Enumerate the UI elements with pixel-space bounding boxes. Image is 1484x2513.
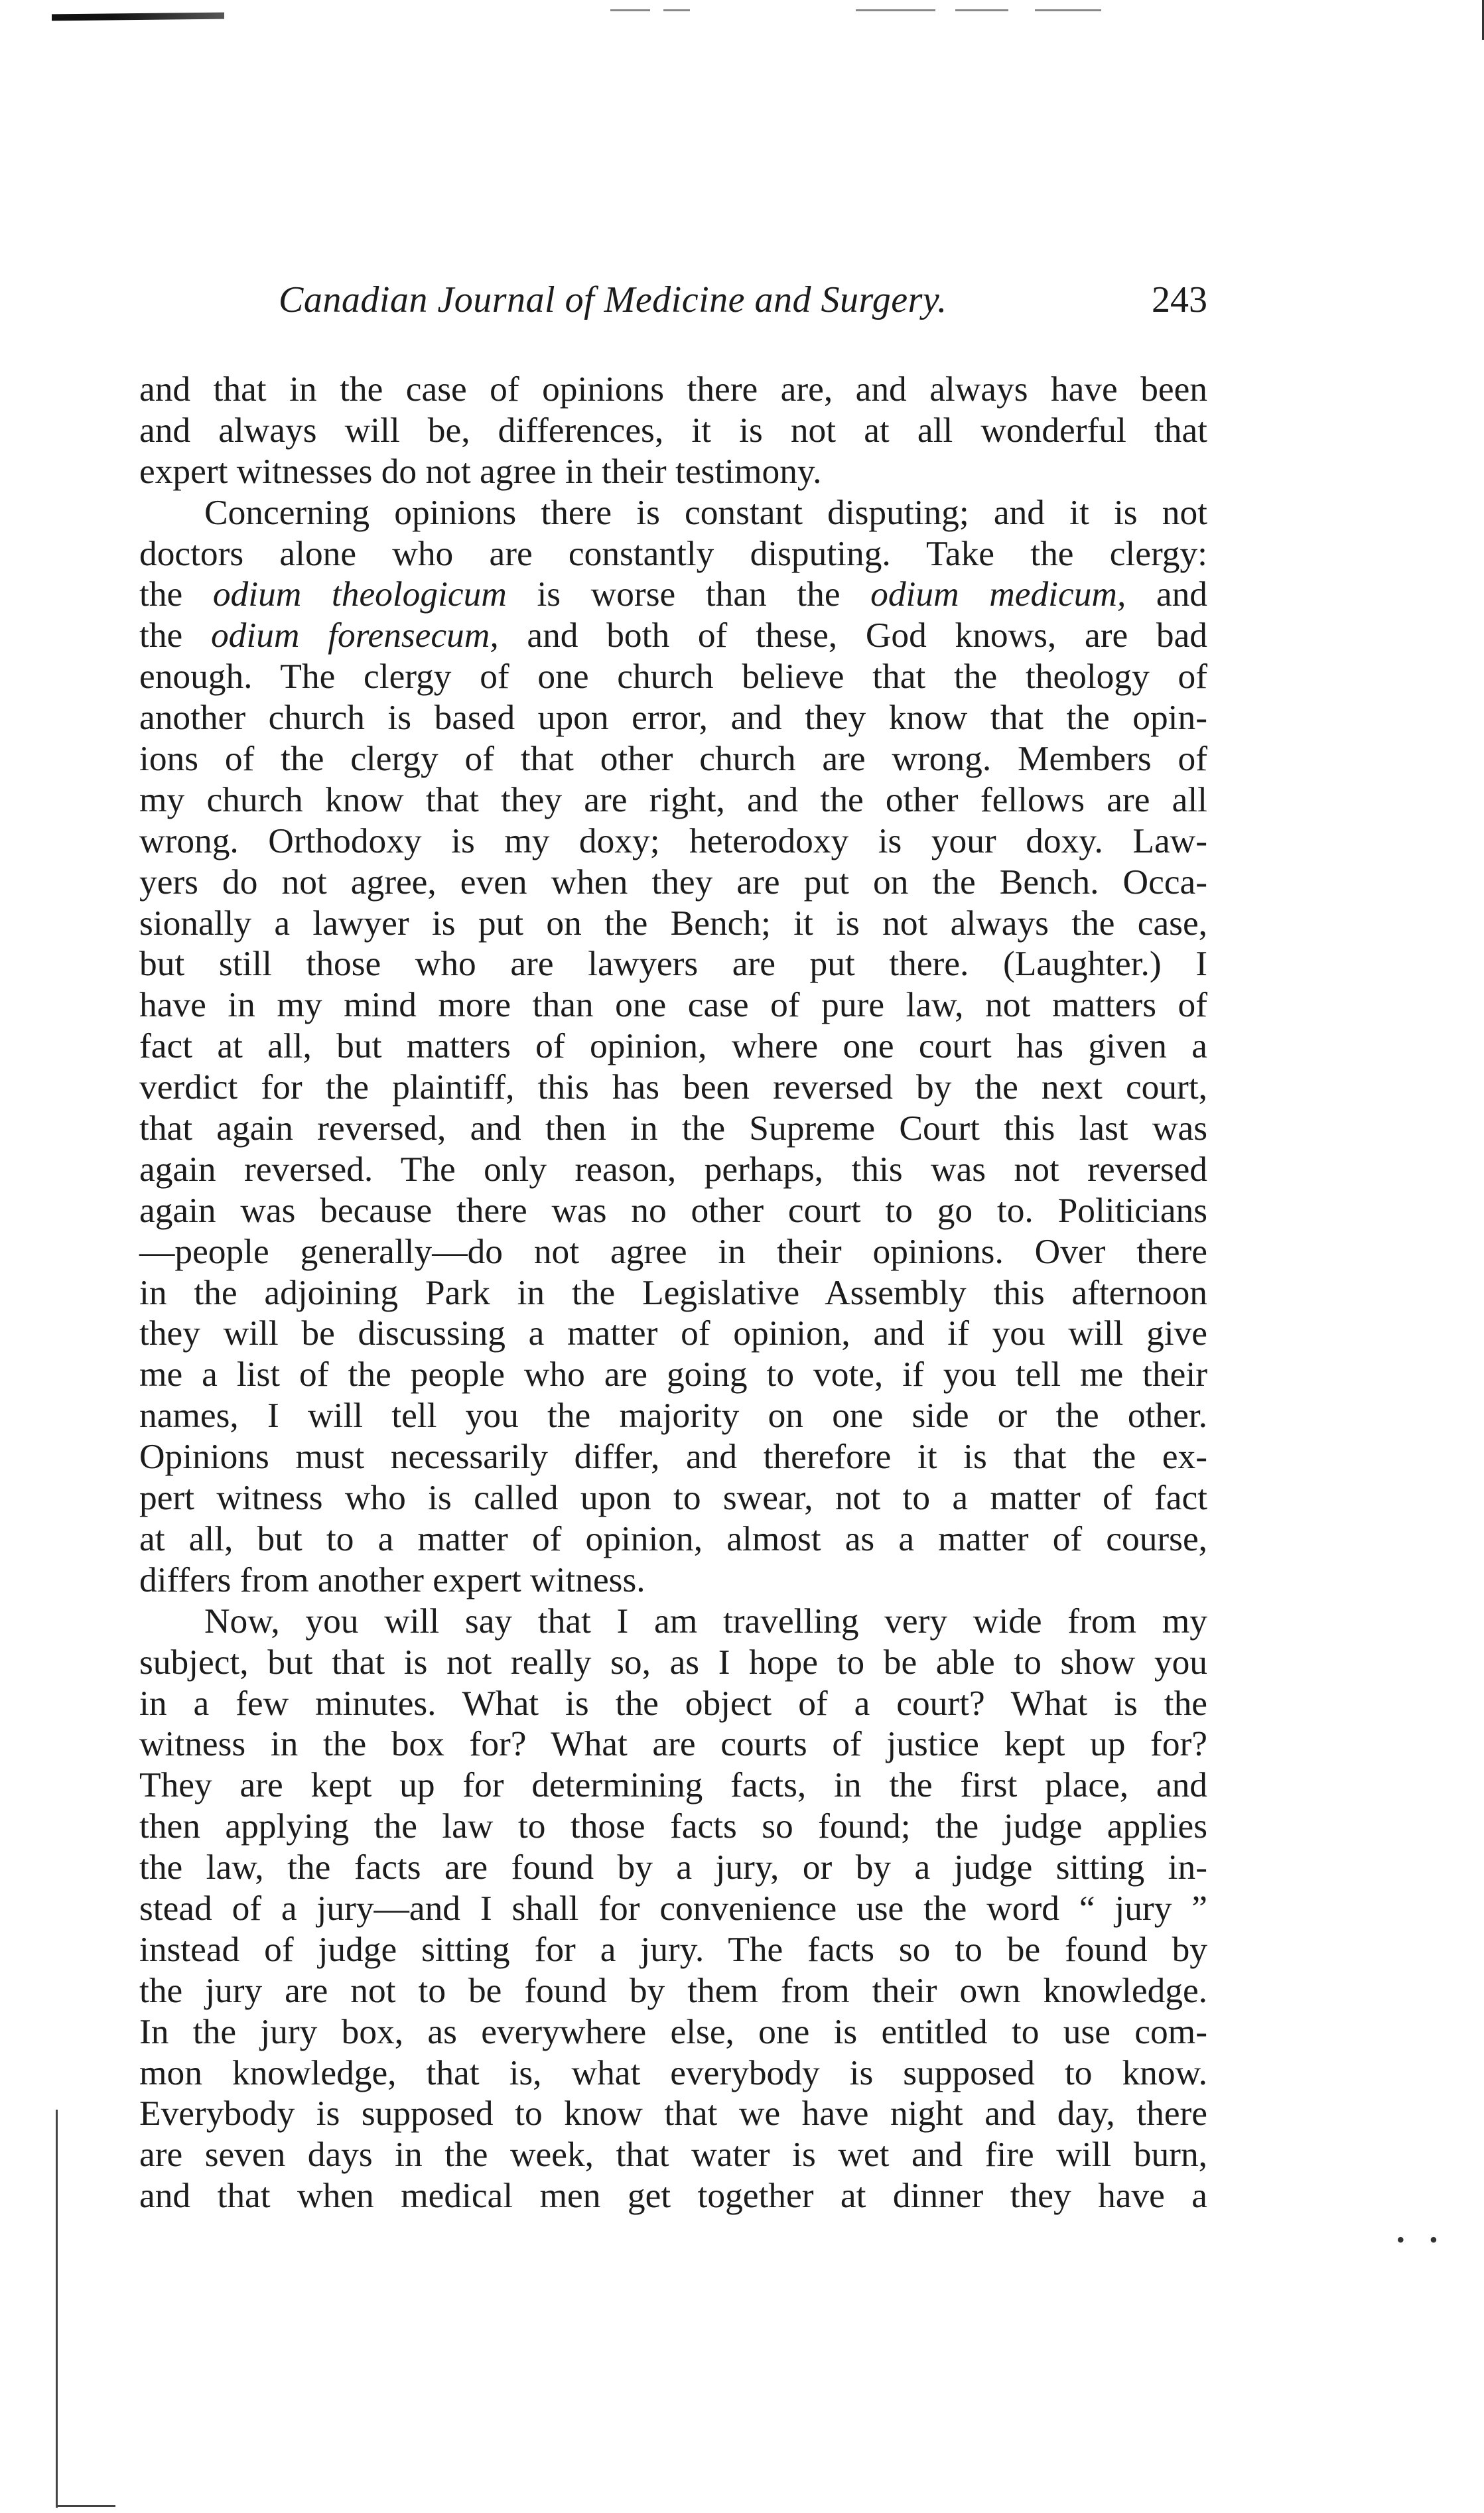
scan-artifact-left-edge (56, 2110, 58, 2508)
text-run: the (139, 615, 211, 655)
text-line: sionally a lawyer is put on the Bench; it is not always the case, (139, 902, 1207, 943)
text-run: and (1126, 574, 1208, 614)
text-line: that again reversed, and then in the Supreme Court this last was (139, 1108, 1207, 1148)
text-line: Now, you will say that I am travelling very wide from my (204, 1600, 1207, 1641)
margin-marks: • • (1396, 2226, 1448, 2253)
journal-title: Canadian Journal of Medicine and Surgery. (279, 279, 947, 320)
text-line: and that when medical men get together at dinner they have a (139, 2175, 1207, 2216)
text-line: then applying the law to those facts so found; the judge applies (139, 1806, 1207, 1846)
text-run: is worse than the (506, 574, 871, 614)
scan-artifact-dash (663, 9, 690, 11)
text-line: mon knowledge, that is, what everybody is supposed to know. (139, 2052, 1207, 2092)
text-line: me a list of the people who are going to vote, if you tell me their (139, 1354, 1207, 1394)
text-line: they will be discussing a matter of opinion, and if you will give (139, 1313, 1207, 1353)
text-line: yers do not agree, even when they are put on the Bench. Occa- (139, 861, 1207, 902)
italic-phrase: odium forensecum, (210, 615, 499, 655)
text-line: instead of judge sitting for a jury. The facts so to be found by (139, 1929, 1207, 1969)
text-line (139, 574, 1207, 615)
text-line: at all, but to a matter of opinion, almost as a matter of course, (139, 1518, 1207, 1558)
page-number: 243 (1152, 279, 1207, 320)
text-line: enough. The clergy of one church believe that the theology of (139, 656, 1207, 697)
running-header (139, 279, 1207, 332)
text-line: are seven days in the week, that water is wet and fire will burn, (139, 2134, 1207, 2175)
text-line: Everybody is supposed to know that we have night and day, there (139, 2093, 1207, 2134)
scan-artifact-top-left (52, 13, 224, 21)
scan-artifact-left-foot (56, 2505, 115, 2507)
text-line: the law, the facts are found by a jury, or by a judge sitting in- (139, 1847, 1207, 1887)
scan-artifact-dash (955, 9, 1008, 11)
text-line: stead of a jury—and I shall for convenience use the word “ jury ” (139, 1887, 1207, 1928)
italic-phrase: odium medicum, (870, 574, 1126, 614)
text-line: and always will be, differences, it is not at all wonderful that (139, 409, 1207, 450)
text-run: the (139, 574, 213, 614)
text-line: pert witness who is called upon to swear, not to a matter of fact (139, 1477, 1207, 1518)
text-line: my church know that they are right, and the other fellows are all (139, 779, 1207, 819)
text-line: another church is based upon error, and they know that the opin- (139, 697, 1207, 738)
text-line: subject, but that is not really so, as I hope to be able to show you (139, 1641, 1207, 1682)
text-line: differs from another expert witness. (139, 1559, 645, 1599)
scan-artifact-dash (1035, 9, 1101, 11)
text-line: ions of the clergy of that other church are wrong. Members of (139, 738, 1207, 779)
article-body (139, 369, 1207, 2216)
text-line: Opinions must necessarily differ, and therefore it is that the ex- (139, 1436, 1207, 1477)
text-line: expert witnesses do not agree in their testimony. (139, 450, 822, 491)
text-line: names, I will tell you the majority on one side or the other. (139, 1395, 1207, 1436)
text-line: again was because there was no other court to go to. Politicians (139, 1189, 1207, 1230)
text-line: wrong. Orthodoxy is my doxy; heterodoxy is your doxy. Law- (139, 820, 1207, 860)
scan-artifact-dash (856, 9, 935, 11)
text-line: verdict for the plaintiff, this has been reversed by the next court, (139, 1067, 1207, 1107)
text-line: In the jury box, as everywhere else, one is entitled to use com- (139, 2011, 1207, 2051)
text-line: witness in the box for? What are courts of justice kept up for? (139, 1724, 1207, 1764)
text-line: have in my mind more than one case of pure law, not matters of (139, 985, 1207, 1025)
text-line: and that in the case of opinions there are, and always have been (139, 369, 1207, 409)
scan-artifact-dash (610, 9, 650, 11)
text-line: but still those who are lawyers are put there. (Laughter.) I (139, 943, 1207, 984)
text-line: —people generally—do not agree in their opinions. Over there (139, 1231, 1207, 1271)
text-line (139, 615, 1207, 656)
text-line: in a few minutes. What is the object of a court? What is the (139, 1682, 1207, 1723)
text-line: doctors alone who are constantly disputing. Take the clergy: (139, 533, 1207, 573)
text-line: in the adjoining Park in the Legislative Assembly this afternoon (139, 1272, 1207, 1312)
text-line: the jury are not to be found by them from their own knowledge. (139, 1970, 1207, 2010)
italic-phrase: odium theologicum (212, 574, 507, 614)
text-run: and both of these, God knows, are bad (498, 615, 1207, 655)
text-line: They are kept up for determining facts, in the first place, and (139, 1765, 1207, 1805)
text-line: fact at all, but matters of opinion, where one court has given a (139, 1026, 1207, 1066)
text-line: Concerning opinions there is constant disputing; and it is not (204, 492, 1207, 532)
text-line: again reversed. The only reason, perhaps, this was not reversed (139, 1148, 1207, 1189)
